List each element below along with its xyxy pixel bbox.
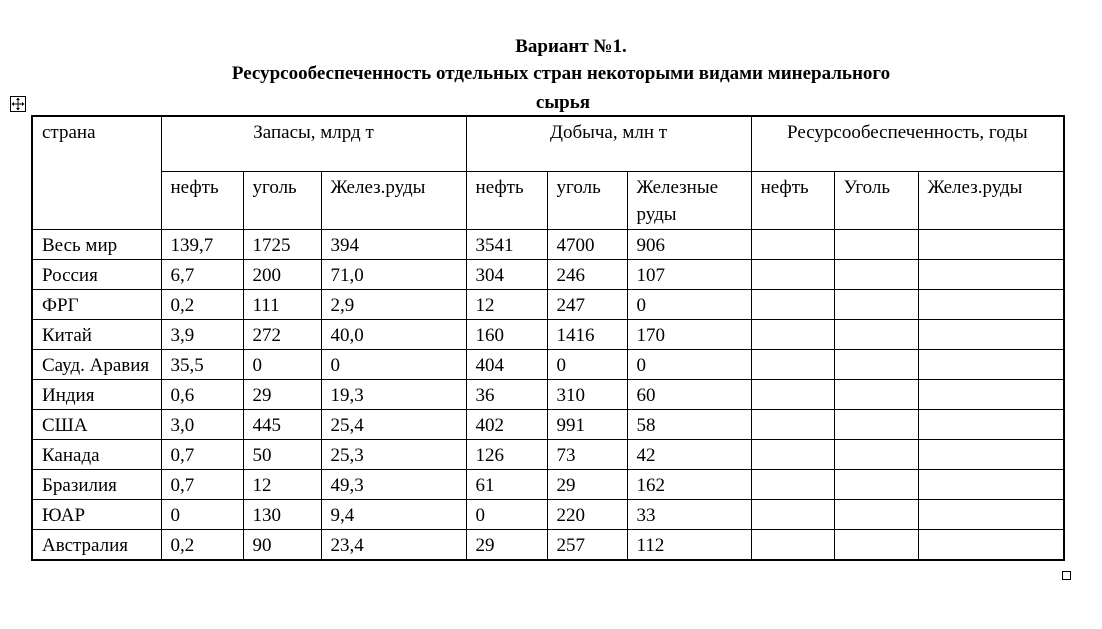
- country-header: страна: [32, 116, 161, 229]
- table-move-handle-icon[interactable]: [10, 96, 26, 112]
- value-cell: 220: [547, 499, 627, 529]
- value-cell: [751, 349, 834, 379]
- table-row: [32, 499, 1064, 529]
- value-cell: 3,9: [161, 319, 243, 349]
- value-cell: 60: [627, 379, 751, 409]
- value-cell: 73: [547, 439, 627, 469]
- value-cell: 2,9: [321, 289, 466, 319]
- value-cell: 162: [627, 469, 751, 499]
- value-cell: 40,0: [321, 319, 466, 349]
- subheader-cell: уголь: [243, 171, 321, 229]
- value-cell: 310: [547, 379, 627, 409]
- table-row: [32, 469, 1064, 499]
- table-resize-handle[interactable]: [1062, 571, 1071, 580]
- subheader-cell: Желез.руды: [918, 171, 1064, 229]
- value-cell: 90: [243, 529, 321, 560]
- country-cell: Канада: [32, 439, 161, 469]
- value-cell: 139,7: [161, 229, 243, 259]
- value-cell: [751, 439, 834, 469]
- document-subtitle-continued: сырья: [535, 92, 591, 113]
- value-cell: [834, 469, 918, 499]
- value-cell: 6,7: [161, 259, 243, 289]
- value-cell: [918, 289, 1064, 319]
- value-cell: [751, 469, 834, 499]
- value-cell: 991: [547, 409, 627, 439]
- value-cell: 107: [627, 259, 751, 289]
- value-cell: [918, 469, 1064, 499]
- value-cell: [834, 409, 918, 439]
- value-cell: [918, 439, 1064, 469]
- value-cell: [751, 409, 834, 439]
- value-cell: [834, 379, 918, 409]
- value-cell: [751, 499, 834, 529]
- value-cell: [751, 289, 834, 319]
- value-cell: 1416: [547, 319, 627, 349]
- value-cell: [918, 229, 1064, 259]
- value-cell: 19,3: [321, 379, 466, 409]
- table-row: [32, 439, 1064, 469]
- value-cell: 1725: [243, 229, 321, 259]
- value-cell: 402: [466, 409, 547, 439]
- country-cell: Сауд. Аравия: [32, 349, 161, 379]
- value-cell: 12: [243, 469, 321, 499]
- value-cell: 71,0: [321, 259, 466, 289]
- value-cell: 29: [466, 529, 547, 560]
- value-cell: 200: [243, 259, 321, 289]
- group-header-reserves: Запасы, млрд т: [161, 116, 466, 171]
- value-cell: 112: [627, 529, 751, 560]
- value-cell: [834, 319, 918, 349]
- group-header-resource-supply: Ресурсообеспеченность, годы: [751, 116, 1064, 171]
- value-cell: [918, 409, 1064, 439]
- country-cell: Весь мир: [32, 229, 161, 259]
- value-cell: 126: [466, 439, 547, 469]
- value-cell: [834, 349, 918, 379]
- value-cell: [834, 289, 918, 319]
- country-cell: Индия: [32, 379, 161, 409]
- value-cell: 246: [547, 259, 627, 289]
- move-arrows-icon: [11, 97, 25, 111]
- subheader-cell: Желез.руды: [321, 171, 466, 229]
- table-row: [32, 529, 1064, 560]
- value-cell: 130: [243, 499, 321, 529]
- value-cell: [751, 319, 834, 349]
- country-cell: ЮАР: [32, 499, 161, 529]
- value-cell: [834, 229, 918, 259]
- value-cell: [918, 319, 1064, 349]
- country-cell: США: [32, 409, 161, 439]
- table-row: [32, 379, 1064, 409]
- value-cell: [751, 229, 834, 259]
- value-cell: 25,3: [321, 439, 466, 469]
- value-cell: 36: [466, 379, 547, 409]
- value-cell: 4700: [547, 229, 627, 259]
- table-row: [32, 259, 1064, 289]
- subheader-cell: Железные руды: [627, 171, 751, 229]
- value-cell: 0: [243, 349, 321, 379]
- value-cell: 9,4: [321, 499, 466, 529]
- country-cell: Австралия: [32, 529, 161, 560]
- value-cell: [918, 499, 1064, 529]
- value-cell: 0: [627, 349, 751, 379]
- document-subtitle: Ресурсообеспеченность отдельных стран некоторыми видами минерального: [231, 63, 891, 84]
- value-cell: [834, 529, 918, 560]
- value-cell: 170: [627, 319, 751, 349]
- value-cell: [834, 499, 918, 529]
- country-cell: ФРГ: [32, 289, 161, 319]
- value-cell: 0,7: [161, 469, 243, 499]
- value-cell: [751, 379, 834, 409]
- value-cell: 58: [627, 409, 751, 439]
- value-cell: 404: [466, 349, 547, 379]
- country-cell: Бразилия: [32, 469, 161, 499]
- table-row: [32, 349, 1064, 379]
- subheader-cell: нефть: [466, 171, 547, 229]
- value-cell: 0: [547, 349, 627, 379]
- value-cell: 0: [627, 289, 751, 319]
- value-cell: 0,2: [161, 529, 243, 560]
- value-cell: 29: [243, 379, 321, 409]
- value-cell: [918, 379, 1064, 409]
- value-cell: 111: [243, 289, 321, 319]
- table-row: [32, 409, 1064, 439]
- value-cell: 394: [321, 229, 466, 259]
- value-cell: 445: [243, 409, 321, 439]
- value-cell: 29: [547, 469, 627, 499]
- table-row: [32, 229, 1064, 259]
- value-cell: 257: [547, 529, 627, 560]
- value-cell: 304: [466, 259, 547, 289]
- value-cell: 0,7: [161, 439, 243, 469]
- value-cell: 0,2: [161, 289, 243, 319]
- value-cell: 0: [321, 349, 466, 379]
- value-cell: 50: [243, 439, 321, 469]
- value-cell: 49,3: [321, 469, 466, 499]
- value-cell: [834, 259, 918, 289]
- value-cell: 906: [627, 229, 751, 259]
- subheader-cell: уголь: [547, 171, 627, 229]
- value-cell: 247: [547, 289, 627, 319]
- value-cell: 33: [627, 499, 751, 529]
- value-cell: 12: [466, 289, 547, 319]
- country-cell: Китай: [32, 319, 161, 349]
- value-cell: 272: [243, 319, 321, 349]
- value-cell: 0,6: [161, 379, 243, 409]
- value-cell: [918, 259, 1064, 289]
- value-cell: 0: [161, 499, 243, 529]
- table-row: [32, 289, 1064, 319]
- value-cell: [918, 529, 1064, 560]
- value-cell: 25,4: [321, 409, 466, 439]
- subheader-cell: Уголь: [834, 171, 918, 229]
- value-cell: 3,0: [161, 409, 243, 439]
- group-header-production: Добыча, млн т: [466, 116, 751, 171]
- subheader-cell: нефть: [751, 171, 834, 229]
- value-cell: 42: [627, 439, 751, 469]
- group-header-row: [32, 116, 1064, 171]
- value-cell: 61: [466, 469, 547, 499]
- value-cell: 3541: [466, 229, 547, 259]
- document-title: Вариант №1.: [515, 36, 627, 57]
- value-cell: [751, 259, 834, 289]
- value-cell: 35,5: [161, 349, 243, 379]
- value-cell: 0: [466, 499, 547, 529]
- resource-table: [31, 115, 1065, 561]
- value-cell: 23,4: [321, 529, 466, 560]
- value-cell: [918, 349, 1064, 379]
- subheader-cell: нефть: [161, 171, 243, 229]
- value-cell: [751, 529, 834, 560]
- country-cell: Россия: [32, 259, 161, 289]
- value-cell: [834, 439, 918, 469]
- table-row: [32, 319, 1064, 349]
- value-cell: 160: [466, 319, 547, 349]
- subheader-row: [32, 171, 1064, 229]
